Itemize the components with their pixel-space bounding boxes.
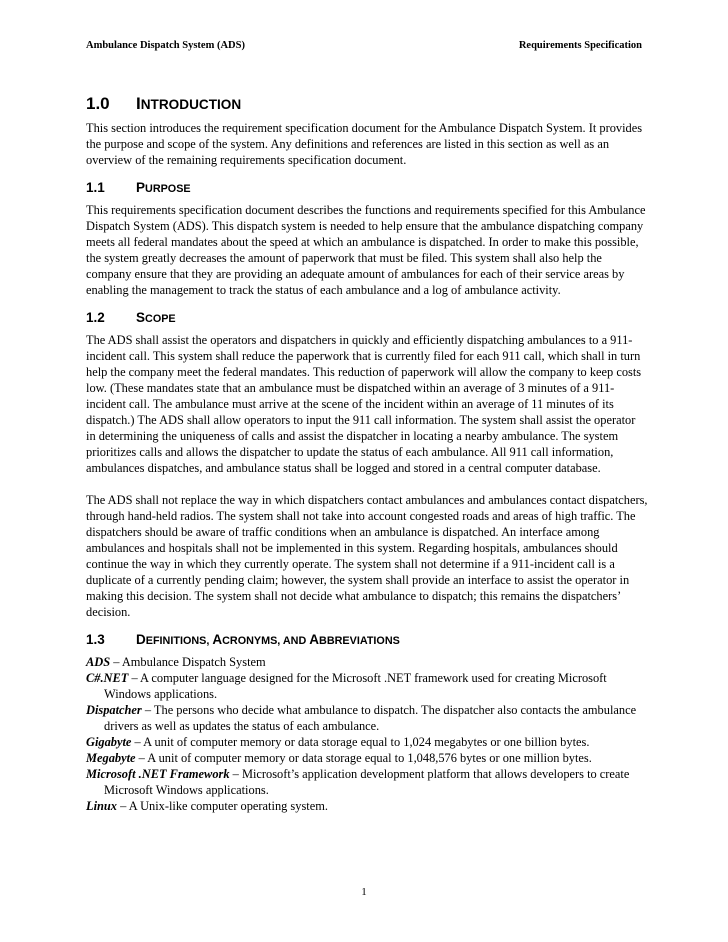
definition-item	[86, 734, 648, 750]
section-number: 1.1	[86, 180, 105, 195]
definition-term: Megabyte	[86, 751, 136, 765]
definition-item	[86, 766, 648, 798]
section-title-rest: URPOSE	[145, 183, 191, 195]
definition-item	[86, 750, 648, 766]
definition-text: – A computer language designed for the Microsoft .NET framework used for creating Microsoft Windows applications.	[104, 671, 607, 701]
definition-term: Dispatcher	[86, 703, 142, 717]
section-number: 1.3	[86, 632, 105, 647]
section-title-rest: BBREVIATIONS	[319, 635, 400, 647]
header-document-title: Ambulance Dispatch System (ADS)	[86, 40, 245, 51]
definition-item	[86, 798, 648, 814]
definition-item	[86, 702, 648, 734]
scope-paragraph-2: The ADS shall not replace the way in which dispatchers contact ambulances and ambulances contact dispatchers, through hand-held radios. The system shall not take into account congested roads and areas of high traffic. The dispatchers should be aware of traffic conditions when an ambulance is dispatched. An interface among ambulances and hospitals shall not be implemented in this system. Regarding hospitals, ambulances should continue the way in which they currently operate. The system shall not determine if a 911-incident call is a duplicate of a currently pending claim; however, the system shall provide an interface to assist the operator in making this decision. The system shall not decide what ambulance to dispatch; this remains the dispatchers’ decision.	[86, 493, 648, 619]
purpose-paragraph: This requirements specification document describes the functions and requirements specified for this Ambulance Dispatch System (ADS). This dispatch system is needed to help ensure that the ambulance dispatching company meets all federal mandates about the speed at which an ambulance is dispatched. In order to make this possible, the system greatly decreases the amount of paperwork that must be filed. This system shall also help the company ensure that they are providing an adequate amount of ambulances for each of their service areas by enabling the management to track the status of each ambulance and a log of ambulance activity.	[86, 203, 646, 297]
section-title-rest: EFINITIONS,	[145, 635, 213, 647]
section-heading-introduction	[86, 96, 648, 113]
definition-term: C#.NET	[86, 671, 129, 685]
definition-text: – A unit of computer memory or data storage equal to 1,024 megabytes or one billion bytes.	[131, 735, 590, 749]
definition-term: Microsoft .NET Framework	[86, 767, 230, 781]
page-number: 1	[361, 886, 367, 898]
section-heading-definitions	[86, 632, 648, 649]
scope-paragraph-1: The ADS shall assist the operators and dispatchers in quickly and efficiently dispatching ambulances to a 911-incident call. This system shall reduce the paperwork that is currently filed for each 911 call, which shall in turn help the company meet the federal mandates. This reduction of paperwork will allow the company to keep costs low. (These mandates state that an ambulance must be dispatched within an average of 3 minutes of a 911-incident call. The ambulance must arrive at the scene of the incident within an average of 11 minutes of its dispatch.) The ADS shall allow operators to input the 911 call information. The system shall assist the operator in determining the uniqueness of calls and assist the dispatcher in locating a nearby ambulance. The system prioritizes calls and allows the dispatcher to update the status of each ambulance. All 911 call information, ambulances dispatches, and ambulance status shall be logged and stored in a central computer database.	[86, 333, 642, 475]
definition-text: – The persons who decide what ambulance to dispatch. The dispatcher also contacts the ambulance drivers as well as updates the status of each ambulance.	[104, 703, 637, 733]
section-heading-scope	[86, 310, 648, 327]
section-heading-purpose	[86, 180, 648, 197]
section-title-initial: A	[212, 632, 223, 647]
section-number: 1.0	[86, 94, 110, 113]
definition-text: – Ambulance Dispatch System	[110, 655, 266, 669]
document-body	[86, 96, 648, 814]
section-title-initial: P	[136, 180, 146, 195]
definition-text: – A Unix-like computer operating system.	[117, 799, 328, 813]
definition-item	[86, 670, 648, 702]
section-title-initial: S	[136, 310, 146, 325]
definition-term: Linux	[86, 799, 117, 813]
definition-term: ADS	[86, 655, 111, 669]
definitions-list	[86, 654, 648, 814]
section-title-rest: NTRODUCTION	[140, 97, 242, 112]
section-title-rest: CRONYMS, AND	[222, 635, 310, 647]
definition-item	[86, 654, 648, 670]
section-title-initial: D	[136, 632, 146, 647]
section-title-rest: COPE	[145, 313, 176, 325]
introduction-paragraph: This section introduces the requirement specification document for the Ambulance Dispatch System. It provides the purpose and scope of the system. Any definitions and references are listed in this section as well as an overview of the remaining requirements specification document.	[86, 121, 643, 167]
section-title-initial: I	[136, 94, 141, 113]
header-document-type: Requirements Specification	[518, 40, 642, 51]
definition-text: – A unit of computer memory or data storage equal to 1,048,576 bytes or one million bytes.	[135, 751, 592, 765]
definition-text: – Microsoft’s application development platform that allows developers to create Microsoft Windows applications.	[104, 767, 630, 797]
section-title-initial: A	[309, 632, 320, 647]
page-footer	[0, 886, 728, 898]
section-number: 1.2	[86, 310, 105, 325]
definition-term: Gigabyte	[86, 735, 132, 749]
